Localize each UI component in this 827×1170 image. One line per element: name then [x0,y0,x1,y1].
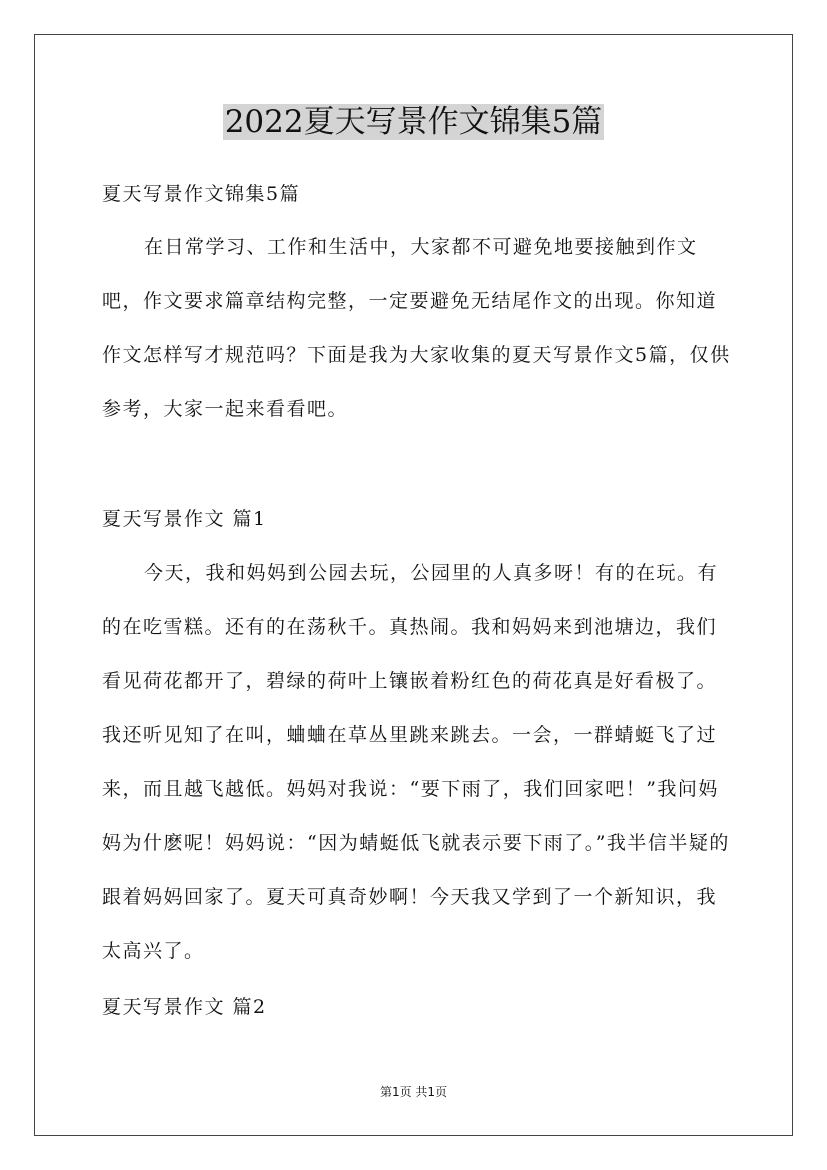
section-1-body: 今天，我和妈妈到公园去玩，公园里的人真多呀！有的在玩。有的在吃雪糕。还有的在荡秋千。真热闹。我和妈妈来到池塘边，我们看见荷花都开了，碧绿的荷叶上镶嵌着粉红色的荷花真是好看极了。我还听见知了在叫，蛐蛐在草丛里跳来跳去。一会，一群蜻蜓飞了过来，而且越飞越低。妈妈对我说：“要下雨了，我们回家吧！”我问妈妈为什麽呢！妈妈说：“因为蜻蜓低飞就表示要下雨了。”我半信半疑的跟着妈妈回家了。夏天可真奇妙啊！今天我又学到了一个新知识，我太高兴了。 [102,562,730,962]
document-subtitle: 夏天写景作文锦集5篇 [102,183,301,205]
intro-paragraph: 在日常学习、工作和生活中，大家都不可避免地要接触到作文吧，作文要求篇章结构完整，一定要避免无结尾作文的出现。你知道作文怎样写才规范吗？下面是我为大家收集的夏天写景作文5篇，仅供参考，大家一起来看看吧。 [102,236,731,420]
document-title-text: 2022夏天写景作文锦集5篇 [224,104,603,140]
section-2-heading: 夏天写景作文 篇2 [102,996,267,1018]
section-1-heading: 夏天写景作文 篇1 [102,508,267,530]
page-footer: 第1页 共1页 [379,1085,448,1099]
document-title [0,100,827,144]
